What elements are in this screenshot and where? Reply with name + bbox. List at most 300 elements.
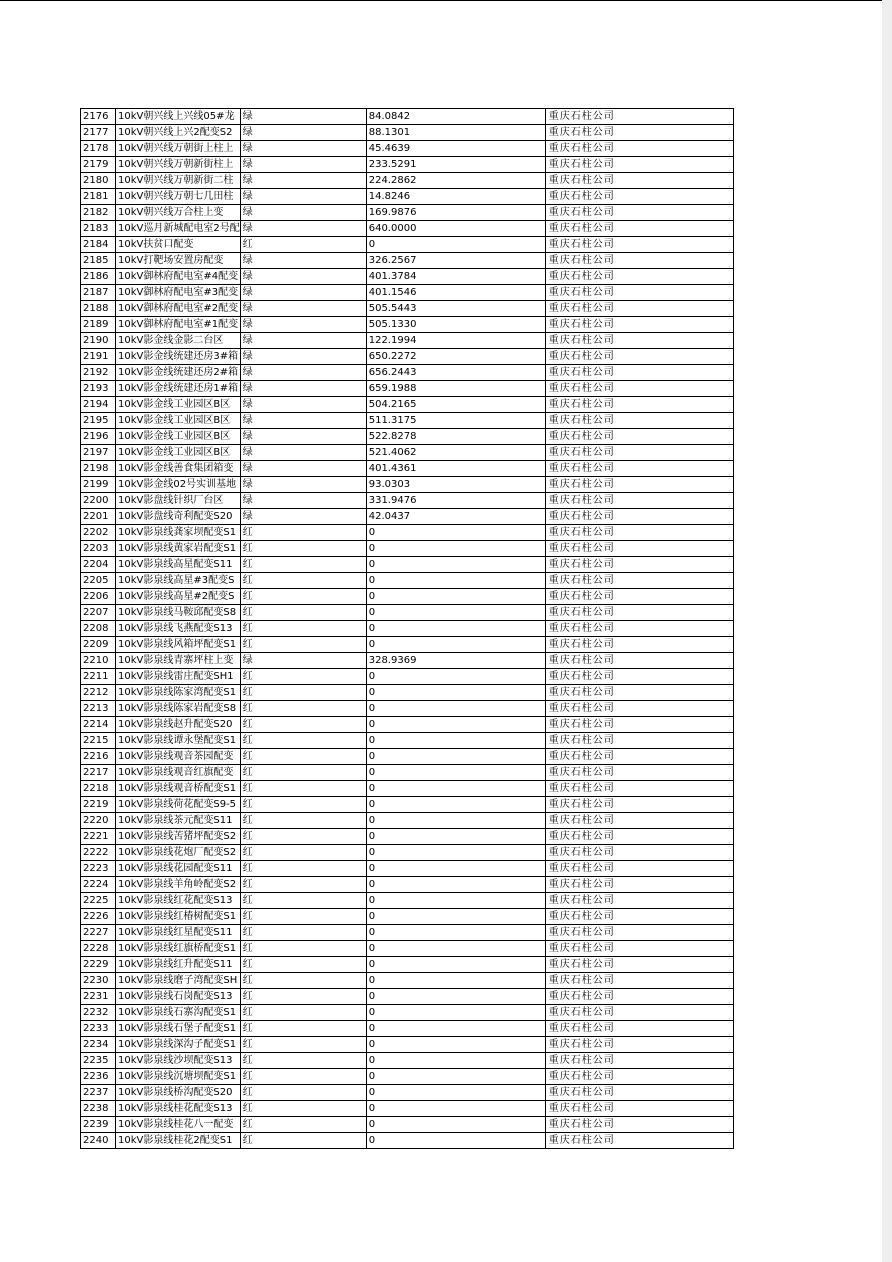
status-cell: 绿 — [240, 493, 366, 509]
table-row — [81, 877, 734, 893]
status-cell: 红 — [240, 861, 366, 877]
transformer-name-cell: 10kV影泉线磨子湾配变SH — [116, 973, 241, 989]
row-id-cell: 2218 — [81, 781, 116, 797]
company-cell: 重庆石柱公司 — [545, 637, 733, 653]
company-cell: 重庆石柱公司 — [545, 461, 733, 477]
table-row — [81, 221, 734, 237]
company-cell: 重庆石柱公司 — [545, 941, 733, 957]
company-cell: 重庆石柱公司 — [545, 1133, 733, 1149]
status-cell: 红 — [240, 557, 366, 573]
transformer-name-cell: 10kV影泉线飞燕配变S13 — [116, 621, 241, 637]
row-id-cell: 2176 — [81, 109, 116, 125]
value-cell: 0 — [366, 637, 545, 653]
status-cell: 红 — [240, 1021, 366, 1037]
transformer-name-cell: 10kV朝兴线万朝七几田柱 — [116, 189, 241, 205]
row-id-cell: 2189 — [81, 317, 116, 333]
table-row — [81, 509, 734, 525]
row-id-cell: 2238 — [81, 1101, 116, 1117]
status-cell: 红 — [240, 669, 366, 685]
company-cell: 重庆石柱公司 — [545, 333, 733, 349]
value-cell: 0 — [366, 909, 545, 925]
transformer-name-cell: 10kV影金线工业园区B区 — [116, 413, 241, 429]
value-cell: 326.2567 — [366, 253, 545, 269]
table-row — [81, 1053, 734, 1069]
value-cell: 0 — [366, 589, 545, 605]
row-id-cell: 2237 — [81, 1085, 116, 1101]
status-cell: 红 — [240, 909, 366, 925]
row-id-cell: 2220 — [81, 813, 116, 829]
value-cell: 224.2862 — [366, 173, 545, 189]
company-cell: 重庆石柱公司 — [545, 1037, 733, 1053]
row-id-cell: 2209 — [81, 637, 116, 653]
company-cell: 重庆石柱公司 — [545, 717, 733, 733]
status-cell: 绿 — [240, 253, 366, 269]
row-id-cell: 2198 — [81, 461, 116, 477]
table-row — [81, 317, 734, 333]
value-cell: 0 — [366, 893, 545, 909]
table-row — [81, 1005, 734, 1021]
value-cell: 656.2443 — [366, 365, 545, 381]
status-cell: 绿 — [240, 397, 366, 413]
transformer-name-cell: 10kV影泉线石寨沟配变S1 — [116, 1005, 241, 1021]
row-id-cell: 2185 — [81, 253, 116, 269]
value-cell: 88.1301 — [366, 125, 545, 141]
status-cell: 红 — [240, 685, 366, 701]
value-cell: 0 — [366, 1021, 545, 1037]
status-cell: 绿 — [240, 189, 366, 205]
company-cell: 重庆石柱公司 — [545, 957, 733, 973]
company-cell: 重庆石柱公司 — [545, 429, 733, 445]
status-cell: 红 — [240, 957, 366, 973]
status-cell: 红 — [240, 797, 366, 813]
value-cell: 401.4361 — [366, 461, 545, 477]
transformer-name-cell: 10kV影泉线石岗配变S13 — [116, 989, 241, 1005]
status-cell: 绿 — [240, 445, 366, 461]
company-cell: 重庆石柱公司 — [545, 781, 733, 797]
value-cell: 0 — [366, 1069, 545, 1085]
status-cell: 绿 — [240, 317, 366, 333]
table-row — [81, 269, 734, 285]
row-id-cell: 2193 — [81, 381, 116, 397]
table-row — [81, 781, 734, 797]
table-row — [81, 541, 734, 557]
row-id-cell: 2200 — [81, 493, 116, 509]
transformer-name-cell: 10kV影泉线红花配变S13 — [116, 893, 241, 909]
table-row — [81, 733, 734, 749]
row-id-cell: 2206 — [81, 589, 116, 605]
row-id-cell: 2191 — [81, 349, 116, 365]
company-cell: 重庆石柱公司 — [545, 205, 733, 221]
page-right-margin-strip — [882, 0, 892, 1262]
row-id-cell: 2239 — [81, 1117, 116, 1133]
row-id-cell: 2184 — [81, 237, 116, 253]
transformer-name-cell: 10kV影泉线桂花八一配变 — [116, 1117, 241, 1133]
transformer-name-cell: 10kV影泉线茶元配变S11 — [116, 813, 241, 829]
status-cell: 红 — [240, 637, 366, 653]
value-cell: 42.0437 — [366, 509, 545, 525]
company-cell: 重庆石柱公司 — [545, 221, 733, 237]
table-body — [81, 109, 734, 1149]
row-id-cell: 2205 — [81, 573, 116, 589]
row-id-cell: 2229 — [81, 957, 116, 973]
company-cell: 重庆石柱公司 — [545, 797, 733, 813]
value-cell: 0 — [366, 717, 545, 733]
row-id-cell: 2213 — [81, 701, 116, 717]
value-cell: 401.3784 — [366, 269, 545, 285]
status-cell: 红 — [240, 1005, 366, 1021]
company-cell: 重庆石柱公司 — [545, 685, 733, 701]
company-cell: 重庆石柱公司 — [545, 397, 733, 413]
value-cell: 0 — [366, 701, 545, 717]
status-cell: 绿 — [240, 333, 366, 349]
value-cell: 0 — [366, 829, 545, 845]
value-cell: 0 — [366, 1117, 545, 1133]
value-cell: 0 — [366, 1133, 545, 1149]
value-cell: 0 — [366, 941, 545, 957]
company-cell: 重庆石柱公司 — [545, 349, 733, 365]
row-id-cell: 2216 — [81, 749, 116, 765]
row-id-cell: 2217 — [81, 765, 116, 781]
row-id-cell: 2196 — [81, 429, 116, 445]
row-id-cell: 2235 — [81, 1053, 116, 1069]
transformer-name-cell: 10kV影泉线沉塘坝配变S1 — [116, 1069, 241, 1085]
table-row — [81, 1085, 734, 1101]
value-cell: 0 — [366, 765, 545, 781]
value-cell: 122.1994 — [366, 333, 545, 349]
table-row — [81, 205, 734, 221]
value-cell: 169.9876 — [366, 205, 545, 221]
transformer-name-cell: 10kV朝兴线万朝街上柱上 — [116, 141, 241, 157]
transformer-name-cell: 10kV影泉线赵升配变S20 — [116, 717, 241, 733]
table-row — [81, 397, 734, 413]
transformer-name-cell: 10kV影泉线龚家坝配变S1 — [116, 525, 241, 541]
transformer-name-cell: 10kV巡月新城配电室2号配 — [116, 221, 241, 237]
transformer-name-cell: 10kV影金线善食集团箱变 — [116, 461, 241, 477]
company-cell: 重庆石柱公司 — [545, 765, 733, 781]
value-cell: 0 — [366, 749, 545, 765]
row-id-cell: 2187 — [81, 285, 116, 301]
status-cell: 红 — [240, 877, 366, 893]
status-cell: 绿 — [240, 141, 366, 157]
status-cell: 红 — [240, 1085, 366, 1101]
row-id-cell: 2197 — [81, 445, 116, 461]
transformer-name-cell: 10kV影泉线观音红旗配变 — [116, 765, 241, 781]
table-row — [81, 893, 734, 909]
status-cell: 绿 — [240, 157, 366, 173]
value-cell: 511.3175 — [366, 413, 545, 429]
transformer-name-cell: 10kV影泉线陈家湾配变S1 — [116, 685, 241, 701]
company-cell: 重庆石柱公司 — [545, 621, 733, 637]
status-cell: 红 — [240, 829, 366, 845]
table-row — [81, 829, 734, 845]
transformer-name-cell: 10kV影泉线高星配变S11 — [116, 557, 241, 573]
row-id-cell: 2186 — [81, 269, 116, 285]
transformer-name-cell: 10kV影泉线红升配变S11 — [116, 957, 241, 973]
company-cell: 重庆石柱公司 — [545, 589, 733, 605]
company-cell: 重庆石柱公司 — [545, 1085, 733, 1101]
row-id-cell: 2223 — [81, 861, 116, 877]
value-cell: 0 — [366, 685, 545, 701]
status-cell: 红 — [240, 589, 366, 605]
row-id-cell: 2210 — [81, 653, 116, 669]
status-cell: 红 — [240, 989, 366, 1005]
table-row — [81, 589, 734, 605]
company-cell: 重庆石柱公司 — [545, 413, 733, 429]
table-row — [81, 461, 734, 477]
row-id-cell: 2204 — [81, 557, 116, 573]
transformer-name-cell: 10kV朝兴线上兴线05#龙 — [116, 109, 241, 125]
table-row — [81, 637, 734, 653]
company-cell: 重庆石柱公司 — [545, 141, 733, 157]
value-cell: 93.0303 — [366, 477, 545, 493]
table-row — [81, 845, 734, 861]
transformer-name-cell: 10kV影泉线羊角岭配变S2 — [116, 877, 241, 893]
value-cell: 0 — [366, 237, 545, 253]
company-cell: 重庆石柱公司 — [545, 173, 733, 189]
transformer-name-cell: 10kV影泉线苦猪坪配变S2 — [116, 829, 241, 845]
table-row — [81, 381, 734, 397]
transformer-name-cell: 10kV朝兴线上兴2配变S2 — [116, 125, 241, 141]
status-cell: 红 — [240, 781, 366, 797]
table-row — [81, 173, 734, 189]
table-row — [81, 253, 734, 269]
company-cell: 重庆石柱公司 — [545, 877, 733, 893]
transformer-name-cell: 10kV影泉线观音桥配变S1 — [116, 781, 241, 797]
row-id-cell: 2201 — [81, 509, 116, 525]
status-cell: 红 — [240, 749, 366, 765]
table-row — [81, 749, 734, 765]
status-cell: 红 — [240, 1117, 366, 1133]
transformer-name-cell: 10kV朝兴线万合柱上变 — [116, 205, 241, 221]
row-id-cell: 2208 — [81, 621, 116, 637]
status-cell: 绿 — [240, 269, 366, 285]
status-cell: 红 — [240, 605, 366, 621]
status-cell: 红 — [240, 1133, 366, 1149]
table-row — [81, 909, 734, 925]
transformer-name-cell: 10kV扶贫口配变 — [116, 237, 241, 253]
company-cell: 重庆石柱公司 — [545, 573, 733, 589]
company-cell: 重庆石柱公司 — [545, 1005, 733, 1021]
value-cell: 522.8278 — [366, 429, 545, 445]
status-cell: 绿 — [240, 173, 366, 189]
transformer-name-cell: 10kV影泉线高星#3配变S — [116, 573, 241, 589]
row-id-cell: 2230 — [81, 973, 116, 989]
company-cell: 重庆石柱公司 — [545, 1069, 733, 1085]
value-cell: 650.2272 — [366, 349, 545, 365]
transformer-name-cell: 10kV影金线统建还房3#箱 — [116, 349, 241, 365]
table-row — [81, 1117, 734, 1133]
table-row — [81, 125, 734, 141]
value-cell: 0 — [366, 877, 545, 893]
company-cell: 重庆石柱公司 — [545, 365, 733, 381]
row-id-cell: 2226 — [81, 909, 116, 925]
row-id-cell: 2222 — [81, 845, 116, 861]
status-cell: 红 — [240, 1101, 366, 1117]
value-cell: 0 — [366, 925, 545, 941]
value-cell: 640.0000 — [366, 221, 545, 237]
status-cell: 绿 — [240, 221, 366, 237]
company-cell: 重庆石柱公司 — [545, 973, 733, 989]
table-row — [81, 957, 734, 973]
status-cell: 红 — [240, 813, 366, 829]
status-cell: 红 — [240, 765, 366, 781]
status-cell: 红 — [240, 573, 366, 589]
company-cell: 重庆石柱公司 — [545, 317, 733, 333]
company-cell: 重庆石柱公司 — [545, 189, 733, 205]
transformer-name-cell: 10kV影泉线深沟子配变S1 — [116, 1037, 241, 1053]
company-cell: 重庆石柱公司 — [545, 493, 733, 509]
row-id-cell: 2233 — [81, 1021, 116, 1037]
table-row — [81, 701, 734, 717]
table-row — [81, 189, 734, 205]
transformer-name-cell: 10kV影泉线花园配变S11 — [116, 861, 241, 877]
company-cell: 重庆石柱公司 — [545, 893, 733, 909]
transformer-name-cell: 10kV御林府配电室#2配变 — [116, 301, 241, 317]
row-id-cell: 2178 — [81, 141, 116, 157]
table-row — [81, 285, 734, 301]
company-cell: 重庆石柱公司 — [545, 509, 733, 525]
company-cell: 重庆石柱公司 — [545, 477, 733, 493]
company-cell: 重庆石柱公司 — [545, 557, 733, 573]
value-cell: 0 — [366, 861, 545, 877]
transformer-name-cell: 10kV打靶场安置房配变 — [116, 253, 241, 269]
company-cell: 重庆石柱公司 — [545, 253, 733, 269]
table-row — [81, 429, 734, 445]
transformer-name-cell: 10kV影泉线花炮厂配变S2 — [116, 845, 241, 861]
row-id-cell: 2180 — [81, 173, 116, 189]
row-id-cell: 2231 — [81, 989, 116, 1005]
table-row — [81, 557, 734, 573]
status-cell: 红 — [240, 941, 366, 957]
table-row — [81, 1069, 734, 1085]
table-row — [81, 333, 734, 349]
table-row — [81, 1101, 734, 1117]
row-id-cell: 2240 — [81, 1133, 116, 1149]
value-cell: 505.5443 — [366, 301, 545, 317]
transformer-name-cell: 10kV影金线统建还房2#箱 — [116, 365, 241, 381]
transformer-name-cell: 10kV影泉线黄家岩配变S1 — [116, 541, 241, 557]
transformer-name-cell: 10kV影泉线雷庄配变SH1 — [116, 669, 241, 685]
table-row — [81, 1133, 734, 1149]
transformer-name-cell: 10kV影盘线针织厂台区 — [116, 493, 241, 509]
value-cell: 0 — [366, 1085, 545, 1101]
status-cell: 红 — [240, 973, 366, 989]
status-cell: 绿 — [240, 365, 366, 381]
company-cell: 重庆石柱公司 — [545, 381, 733, 397]
status-cell: 绿 — [240, 429, 366, 445]
company-cell: 重庆石柱公司 — [545, 125, 733, 141]
table-row — [81, 685, 734, 701]
status-cell: 绿 — [240, 301, 366, 317]
value-cell: 505.1330 — [366, 317, 545, 333]
row-id-cell: 2202 — [81, 525, 116, 541]
company-cell: 重庆石柱公司 — [545, 1021, 733, 1037]
table-row — [81, 1037, 734, 1053]
row-id-cell: 2188 — [81, 301, 116, 317]
company-cell: 重庆石柱公司 — [545, 605, 733, 621]
company-cell: 重庆石柱公司 — [545, 269, 733, 285]
transformer-name-cell: 10kV朝兴线万朝新街柱上 — [116, 157, 241, 173]
value-cell: 0 — [366, 989, 545, 1005]
row-id-cell: 2214 — [81, 717, 116, 733]
value-cell: 504.2165 — [366, 397, 545, 413]
status-cell: 红 — [240, 541, 366, 557]
table-row — [81, 301, 734, 317]
table-row — [81, 493, 734, 509]
value-cell: 0 — [366, 669, 545, 685]
company-cell: 重庆石柱公司 — [545, 541, 733, 557]
value-cell: 0 — [366, 1037, 545, 1053]
row-id-cell: 2219 — [81, 797, 116, 813]
company-cell: 重庆石柱公司 — [545, 829, 733, 845]
company-cell: 重庆石柱公司 — [545, 813, 733, 829]
status-cell: 绿 — [240, 125, 366, 141]
row-id-cell: 2234 — [81, 1037, 116, 1053]
table-row — [81, 941, 734, 957]
company-cell: 重庆石柱公司 — [545, 525, 733, 541]
transformer-name-cell: 10kV影泉线石堡子配变S1 — [116, 1021, 241, 1037]
value-cell: 233.5291 — [366, 157, 545, 173]
company-cell: 重庆石柱公司 — [545, 989, 733, 1005]
status-cell: 红 — [240, 621, 366, 637]
row-id-cell: 2221 — [81, 829, 116, 845]
table-row — [81, 989, 734, 1005]
transformer-name-cell: 10kV朝兴线万朝新街二柱 — [116, 173, 241, 189]
status-cell: 绿 — [240, 509, 366, 525]
row-id-cell: 2195 — [81, 413, 116, 429]
page-top-border — [0, 0, 892, 1]
value-cell: 0 — [366, 957, 545, 973]
status-cell: 绿 — [240, 653, 366, 669]
data-table — [80, 108, 734, 1149]
transformer-name-cell: 10kV御林府配电室#1配变 — [116, 317, 241, 333]
value-cell: 14.8246 — [366, 189, 545, 205]
status-cell: 绿 — [240, 205, 366, 221]
row-id-cell: 2236 — [81, 1069, 116, 1085]
status-cell: 红 — [240, 1037, 366, 1053]
row-id-cell: 2212 — [81, 685, 116, 701]
row-id-cell: 2179 — [81, 157, 116, 173]
value-cell: 0 — [366, 573, 545, 589]
value-cell: 0 — [366, 1053, 545, 1069]
transformer-name-cell: 10kV影泉线马鞍邱配变S8 — [116, 605, 241, 621]
transformer-name-cell: 10kV影泉线青寨坪柱上变 — [116, 653, 241, 669]
row-id-cell: 2194 — [81, 397, 116, 413]
value-cell: 0 — [366, 605, 545, 621]
table-row — [81, 669, 734, 685]
transformer-name-cell: 10kV影泉线观音茶园配变 — [116, 749, 241, 765]
row-id-cell: 2192 — [81, 365, 116, 381]
value-cell: 0 — [366, 781, 545, 797]
transformer-name-cell: 10kV影泉线桂花配变S13 — [116, 1101, 241, 1117]
status-cell: 红 — [240, 237, 366, 253]
status-cell: 红 — [240, 525, 366, 541]
transformer-name-cell: 10kV影泉线桂花2配变S1 — [116, 1133, 241, 1149]
table-row — [81, 973, 734, 989]
status-cell: 绿 — [240, 109, 366, 125]
value-cell: 331.9476 — [366, 493, 545, 509]
table-row — [81, 157, 734, 173]
company-cell: 重庆石柱公司 — [545, 301, 733, 317]
status-cell: 绿 — [240, 381, 366, 397]
status-cell: 红 — [240, 1053, 366, 1069]
transformer-name-cell: 10kV影金线工业园区B区 — [116, 397, 241, 413]
value-cell: 328.9369 — [366, 653, 545, 669]
company-cell: 重庆石柱公司 — [545, 285, 733, 301]
transformer-name-cell: 10kV御林府配电室#3配变 — [116, 285, 241, 301]
value-cell: 0 — [366, 845, 545, 861]
table-row — [81, 109, 734, 125]
